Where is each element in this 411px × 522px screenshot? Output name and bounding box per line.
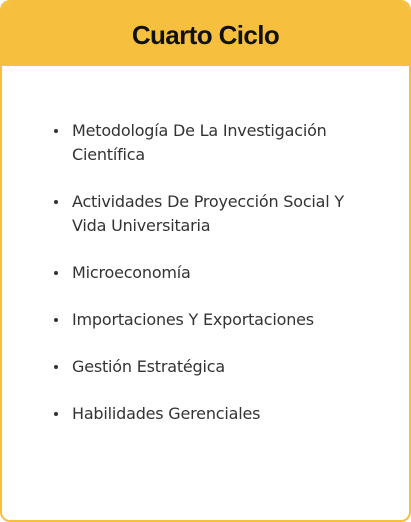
course-label: Importaciones Y Exportaciones (72, 310, 314, 329)
course-label: Actividades De Proyección Social Y Vida Universitaria (72, 192, 344, 235)
course-item (54, 308, 374, 332)
course-label: Habilidades Gerenciales (72, 404, 261, 423)
bullet-icon (54, 412, 58, 416)
bullet-icon (54, 318, 58, 322)
course-list (54, 119, 374, 449)
course-item (54, 119, 374, 167)
course-label: Microeconomía (72, 263, 191, 282)
bullet-icon (54, 271, 58, 275)
bullet-icon (54, 365, 58, 369)
card-title: Cuarto Ciclo (131, 19, 280, 50)
course-item (54, 190, 374, 238)
bullet-icon (54, 129, 58, 133)
bullet-icon (54, 200, 58, 204)
card-header (2, 2, 409, 66)
course-label: Metodología De La Investigación Científica (72, 121, 327, 164)
course-item (54, 261, 374, 285)
course-item (54, 402, 374, 426)
course-item (54, 355, 374, 379)
course-label: Gestión Estratégica (72, 357, 225, 376)
